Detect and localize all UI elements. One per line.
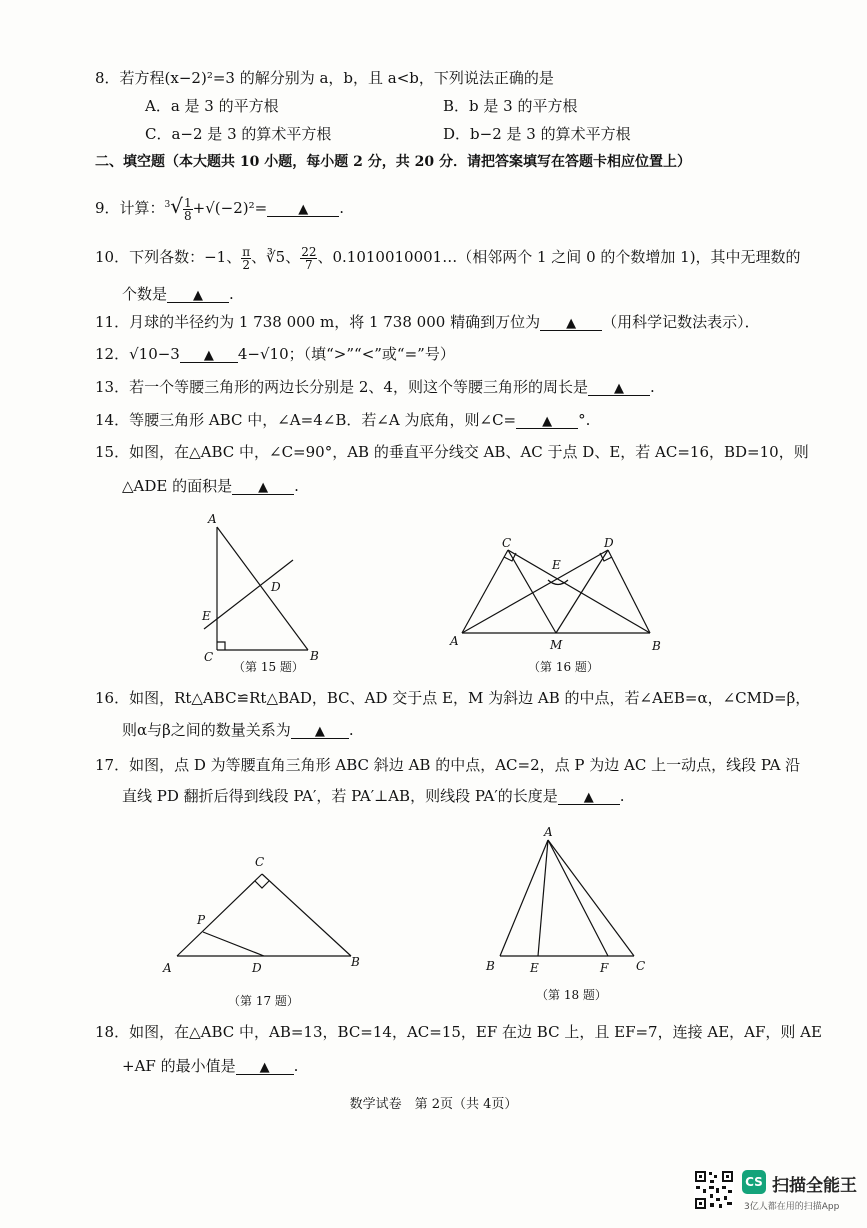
q12-answer-blank[interactable]: ▲	[180, 346, 238, 363]
svg-text:C: C	[255, 855, 265, 869]
q14-answer-blank[interactable]: ▲	[516, 412, 578, 429]
section-heading: 二、填空题（本大题共 10 小题，每小题 2 分，共 20 分．请把答案填写在答题卡相应位置上）	[95, 154, 691, 170]
q15-line1: 15．如图，在△ABC 中，∠C=90°，AB 的垂直平分线交 AB、AC 于点 D、E，若 AC=16，BD=10，则	[95, 443, 809, 461]
figure-17-caption: （第 17 题）	[228, 994, 299, 1008]
svg-text:D: D	[271, 580, 281, 594]
svg-text:D: D	[604, 536, 614, 550]
q8-stem: 8．若方程(x−2)²=3 的解分别为 a，b，且 a<b，下列说法正确的是	[95, 69, 554, 87]
q9-answer-blank[interactable]: ▲	[267, 200, 339, 217]
svg-text:A: A	[450, 634, 459, 648]
q16-answer-blank[interactable]: ▲	[291, 722, 349, 739]
svg-text:A: A	[163, 961, 172, 975]
svg-text:E: E	[202, 609, 211, 623]
q15-answer-blank[interactable]: ▲	[232, 478, 294, 495]
figure-16	[440, 535, 670, 660]
figure-15-caption: （第 15 题）	[233, 660, 304, 674]
brand-name: 扫描全能王	[772, 1176, 857, 1196]
figure-15	[190, 505, 340, 665]
q9-fraction: $\frac{1}{8}$	[184, 195, 192, 223]
q17-line2: 直线 PD 翻折后得到线段 PA′，若 PA′⊥AB，则线段 PA′的长度是 ▲ .	[122, 787, 625, 805]
svg-text:D: D	[252, 961, 262, 975]
q8-option-c: C．a−2 是 3 的算术平方根	[145, 125, 332, 143]
qr-code-icon	[694, 1170, 734, 1210]
q10-line2: 个数是 ▲ .	[122, 285, 234, 303]
q9-prefix: 9．计算：	[95, 199, 165, 217]
q18-line1: 18．如图，在△ABC 中，AB=13，BC=14，AC=15，EF 在边 BC 上，且 EF=7，连接 AE，AF，则 AE	[95, 1023, 822, 1041]
q10-line1: 10．下列各数：−1、 $\frac{\pi}{2}$ 、∛5、 $\frac{22}{7}$ 、0.1010010001…（相邻两个 1 之间 0 的个数增加 1)，其中无理数的	[95, 244, 801, 272]
q18-answer-blank[interactable]: ▲	[236, 1058, 294, 1075]
q11-answer-blank[interactable]: ▲	[540, 314, 602, 331]
brand-tagline: 3亿人都在用的扫描App	[744, 1202, 840, 1212]
q13: 13．若一个等腰三角形的两边长分别是 2、4，则这个等腰三角形的周长是 ▲ .	[95, 378, 655, 396]
q8-option-a: A．a 是 3 的平方根	[145, 97, 279, 115]
camscanner-logo-icon: CS	[742, 1170, 766, 1194]
svg-text:A: A	[544, 825, 553, 839]
radical-icon: √	[170, 194, 184, 218]
svg-text:C: C	[502, 536, 512, 550]
svg-text:B: B	[351, 955, 360, 969]
svg-text:P: P	[197, 913, 206, 927]
q8-option-d: D．b−2 是 3 的算术平方根	[443, 125, 631, 143]
svg-text:B: B	[310, 649, 319, 663]
svg-text:A: A	[208, 512, 217, 526]
q13-answer-blank[interactable]: ▲	[588, 379, 650, 396]
svg-text:M: M	[550, 638, 563, 652]
q15-line2: △ADE 的面积是 ▲ .	[122, 477, 299, 495]
svg-text:B: B	[652, 639, 661, 653]
q8-option-b: B．b 是 3 的平方根	[443, 97, 578, 115]
q9-sqrt-term: +√(−2)²=	[192, 199, 268, 217]
q9: 9．计算：$^3$√ $\frac{1}{8}$ +√(−2)²= ▲ .	[95, 194, 344, 223]
q11: 11．月球的半径约为 1 738 000 m，将 1 738 000 精确到万位为 ▲ （用科学记数法表示）．	[95, 313, 760, 331]
q18-line2: +AF 的最小值是 ▲ .	[122, 1057, 299, 1075]
svg-text:E: E	[552, 558, 561, 572]
q16-line2: 则α与β之间的数量关系为 ▲ .	[122, 721, 354, 739]
svg-text:E: E	[530, 961, 539, 975]
svg-text:C: C	[204, 650, 214, 664]
figure-18	[478, 822, 658, 980]
svg-text:B: B	[486, 959, 495, 973]
figure-17	[155, 850, 370, 980]
figure-16-caption: （第 16 题）	[528, 660, 599, 674]
q14: 14．等腰三角形 ABC 中，∠A=4∠B．若∠A 为底角，则∠C= ▲ °.	[95, 411, 591, 429]
figure-18-caption: （第 18 题）	[536, 988, 607, 1002]
page-footer: 数学试卷 第 2页（共 4页）	[349, 1097, 518, 1112]
q12: 12．√10−3 ▲ 4−√10；（填“>”“<”或“=”号）	[95, 345, 455, 363]
q17-line1: 17．如图，点 D 为等腰直角三角形 ABC 斜边 AB 的中点，AC=2，点 P 为边 AC 上一动点，线段 PA 沿	[95, 756, 801, 774]
q10-answer-blank[interactable]: ▲	[167, 286, 229, 303]
q16-line1: 16．如图，Rt△ABC≌Rt△BAD，BC、AD 交于点 E，M 为斜边 AB 的中点，若∠AEB=α，∠CMD=β，	[95, 689, 811, 707]
svg-text:C: C	[636, 959, 646, 973]
q9-root-index: 3	[164, 200, 171, 210]
svg-text:F: F	[600, 961, 609, 975]
q17-answer-blank[interactable]: ▲	[558, 788, 620, 805]
